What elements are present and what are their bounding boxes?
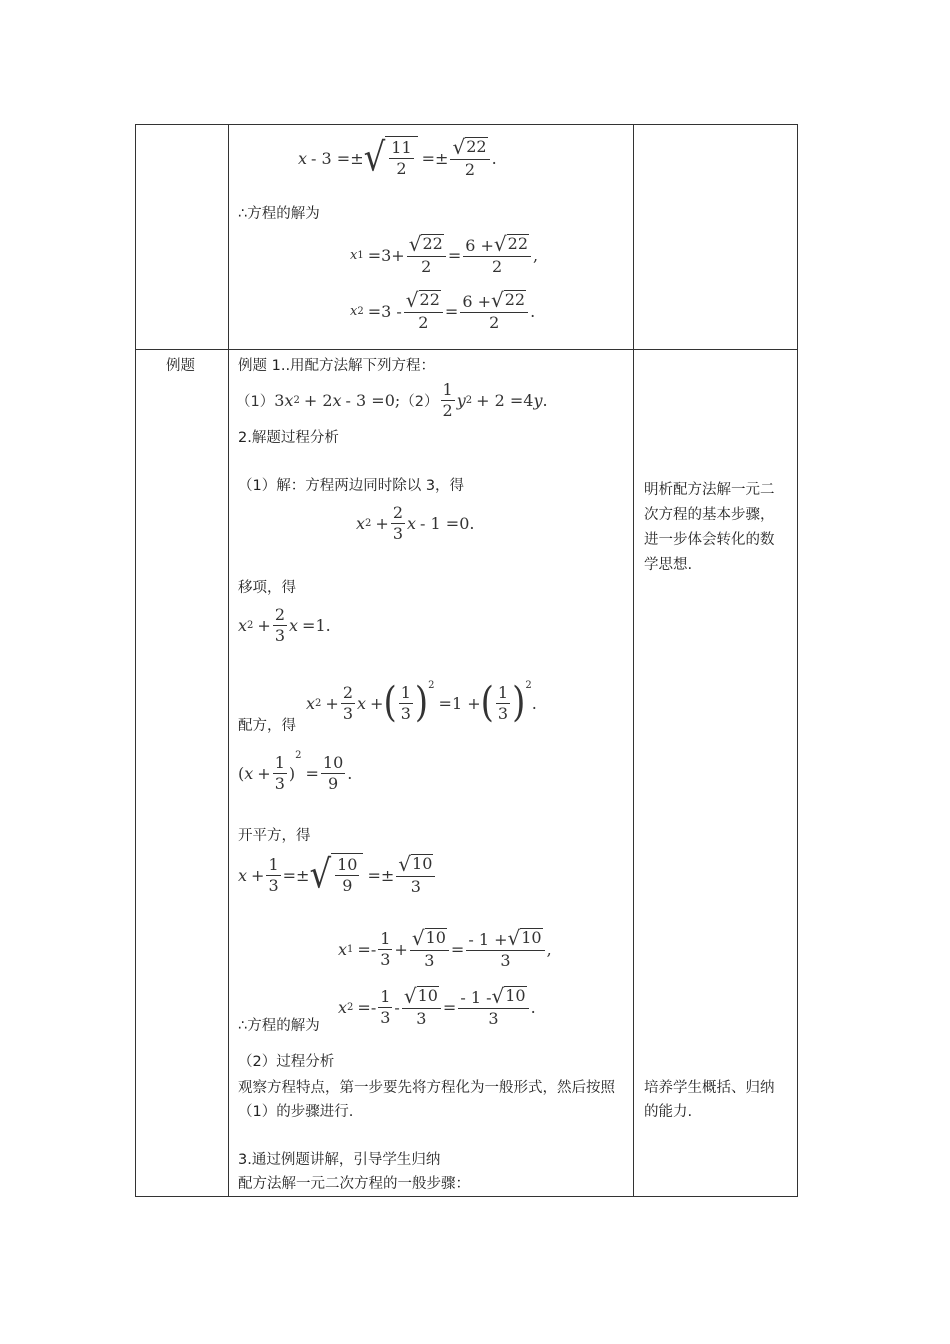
equation-root-x1: x 1 =- $\frac{1}{3}$ + √ 10 3 = - 1 + √ 10 3 , xyxy=(338,926,552,970)
example-equations: （1） 3 x 2 + 2 x - 3 =0; （2） $\frac{1}{2}$ y 2 + 2 =4 y . xyxy=(236,379,548,420)
equation-divided: x 2 + $\frac{2}{3}$ x - 1 =0. xyxy=(356,502,475,543)
therefore-text-2: ∴方程的解为 xyxy=(238,1018,320,1034)
step3-text: 配方法解一元二次方程的一般步骤： xyxy=(238,1176,470,1192)
equation-x2: x 2 =3 - √ 22 2 = 6 + √ 22 2 . xyxy=(350,288,536,332)
equation-root-x2: x 2 =- $\frac{1}{3}$ - √ 10 3 = - 1 - √ 10 3 . xyxy=(338,984,536,1028)
equation-sqrt-step: x - 3 =± √ $\frac{11}{2}$ =± √ 22 2 . xyxy=(298,135,497,181)
sqrt-step-text: 开平方，得 xyxy=(238,828,311,844)
example-title: 例题 1..用配方法解下列方程： xyxy=(238,358,436,374)
lesson-table xyxy=(135,124,798,1197)
teaching-note-2: 培养学生概括、归纳的能力. xyxy=(644,1080,775,1120)
row-divider xyxy=(136,349,797,350)
column-divider xyxy=(633,125,634,1196)
equation-complete-square: x 2 + $\frac{2}{3}$ x + ( $\frac{1}{3}$ ) $^2$ =1 + ( $\frac{1}{3}$ ) $^2$ . xyxy=(306,679,537,727)
equation-squared: ( x + $\frac{1}{3}$ ) 2 = $\frac{10}{9}$ . xyxy=(238,750,353,793)
equation-root: x + $\frac{1}{3}$ =± √ $\frac{10}{9}$ =± √ 10 3 xyxy=(238,852,437,898)
therefore-text: ∴方程的解为 xyxy=(238,206,320,222)
solution-intro: （1）解：方程两边同时除以 3，得 xyxy=(238,478,465,494)
equation-moved: x 2 + $\frac{2}{3}$ x =1. xyxy=(238,604,331,645)
analysis-heading: 2.解题过程分析 xyxy=(238,430,339,446)
column-divider xyxy=(228,125,229,1196)
move-term-text: 移项，得 xyxy=(238,580,296,596)
step3-heading: 3.通过例题讲解，引导学生归纳 xyxy=(238,1152,441,1168)
complete-square-text: 配方，得 xyxy=(238,718,296,734)
row-label-example: 例题 xyxy=(166,358,195,374)
teaching-note-1: 明析配方法解一元二次方程的基本步骤，进一步体会转化的数学思想. xyxy=(644,482,775,573)
equation-x1: x 1 =3+ √ 22 2 = 6 + √ 22 2 , xyxy=(350,232,539,276)
part2-text: 观察方程特点，第一步要先将方程化为一般形式，然后按照（1）的步骤进行. xyxy=(238,1080,615,1120)
part2-heading: （2）过程分析 xyxy=(238,1054,335,1070)
